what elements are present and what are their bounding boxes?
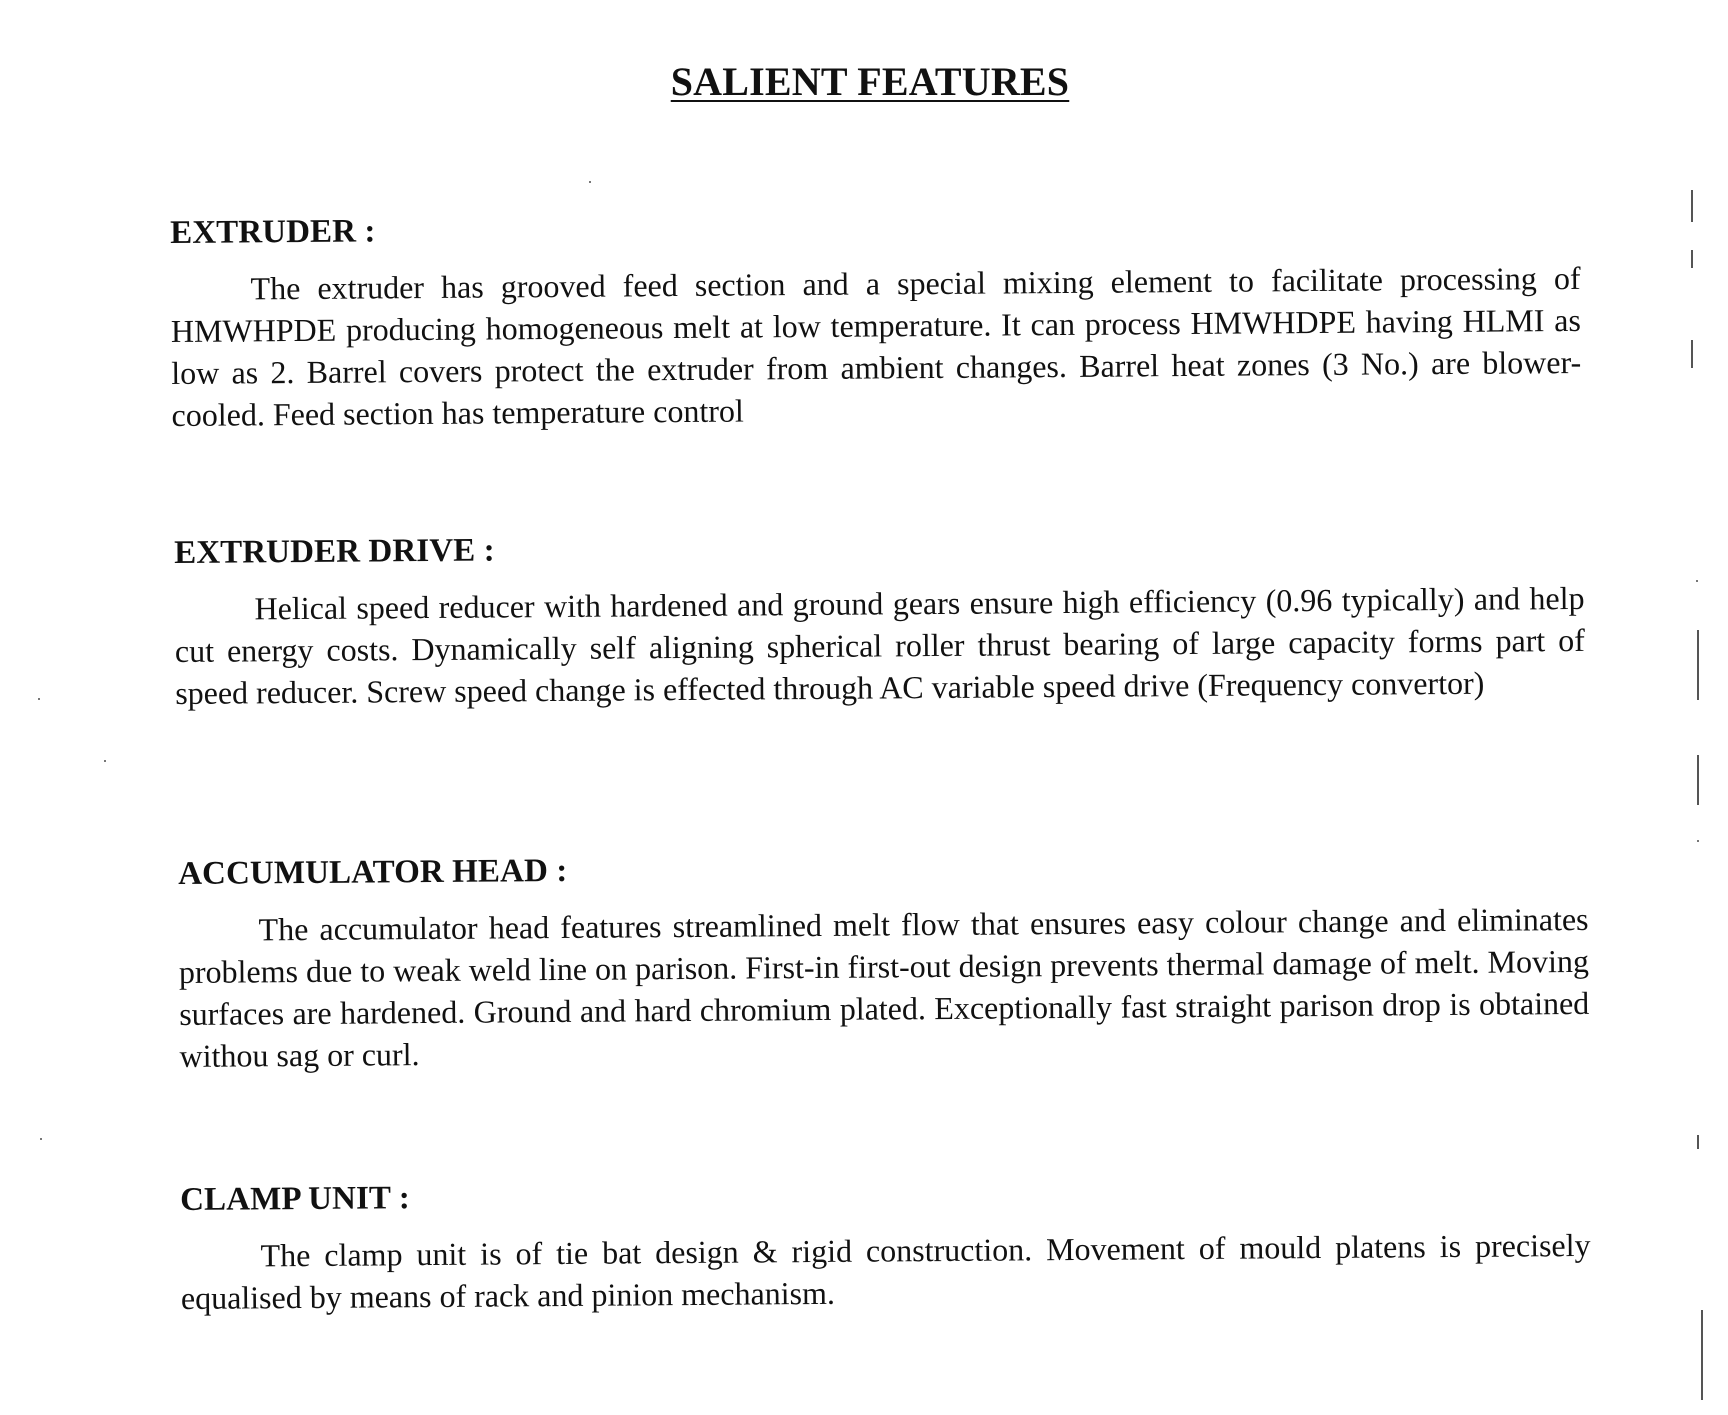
- scan-mark: [1697, 630, 1699, 700]
- section-body: Helical speed reducer with hardened and ground gears ensure high efficiency (0.96 typically) and help cut energy costs. Dynamically self aligning spherical roller thrust bearing of large capacity forms part of speed reducer. Screw speed change is effected through AC variable speed drive (Frequency convertor): [174, 579, 1586, 711]
- section-extruder: [170, 204, 1582, 436]
- section-extruder-drive: [174, 524, 1585, 714]
- scan-dot: [40, 1138, 42, 1140]
- scan-mark: [1691, 250, 1693, 268]
- section-heading: CLAMP UNIT :: [180, 1180, 411, 1218]
- section-heading: EXTRUDER :: [170, 213, 376, 251]
- scan-mark: [1691, 190, 1693, 222]
- section-accumulator-head: [178, 845, 1590, 1077]
- section-heading: EXTRUDER DRIVE :: [174, 532, 495, 571]
- scan-mark: [1697, 1135, 1699, 1149]
- section-body: The clamp unit is of tie bat design & rigid construction. Movement of mould platens is precisely equalised by means of rack and pinion mechanism.: [180, 1226, 1591, 1316]
- scan-dot: [104, 760, 106, 762]
- scan-mark: [1701, 1310, 1703, 1400]
- section-body: The extruder has grooved feed section and a special mixing element to facilitate processing of HMWHPDE producing homogeneous melt at low temperature. It can process HMWHDPE having HLMI as low as 2. Barrel covers protect the extruder from ambient changes. Barrel heat zones (3 No.) are blower-cooled. Feed section has temperature control: [170, 259, 1582, 433]
- scan-mark: [1691, 340, 1693, 368]
- scan-dot: [1696, 580, 1698, 582]
- section-body: The accumulator head features streamlined melt flow that ensures easy colour change and eliminates problems due to weak weld line on parison. First-in first-out design prevents thermal damage of melt. Moving surfaces are hardened. Ground and hard chromium plated. Exceptionally fast straight parison drop is obtained withou sag or curl.: [178, 900, 1590, 1074]
- scan-mark: [1697, 755, 1699, 805]
- section-heading: ACCUMULATOR HEAD :: [178, 852, 568, 892]
- section-clamp-unit: [180, 1171, 1591, 1319]
- scan-dot: [589, 181, 591, 183]
- scan-dot: [38, 698, 40, 700]
- page-title: SALIENT FEATURES: [670, 59, 1070, 104]
- scan-dot: [1697, 840, 1699, 842]
